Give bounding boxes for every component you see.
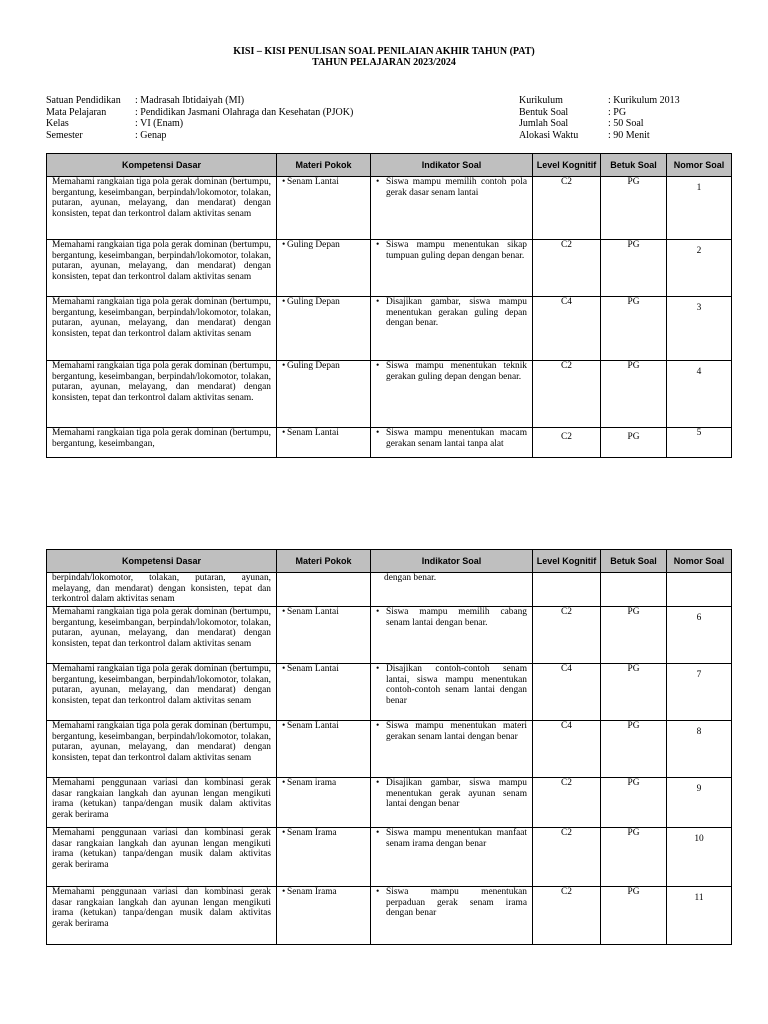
nomor-cell: [667, 297, 732, 361]
meta-label: Mata Pelajaran: [46, 106, 107, 118]
materi-text: Senam Irama: [287, 828, 337, 838]
bentuk-cell: PG: [601, 607, 667, 664]
bullet-icon: •: [376, 428, 380, 438]
nomor-cell: [667, 177, 732, 240]
meta-value: : 50 Soal: [608, 118, 644, 129]
indikator-text: Disajikan gambar, siswa mampu menentukan gerakan guling depan dengan benar.: [386, 297, 527, 329]
materi-pokok-cell: [277, 177, 371, 240]
col-header: Level Kognitif: [533, 154, 601, 177]
col-header: Kompetensi Dasar: [47, 154, 277, 177]
col-header: Level Kognitif: [533, 550, 601, 573]
materi-pokok-cell: [277, 778, 371, 828]
table-header-row: [47, 550, 732, 573]
bullet-icon: •: [376, 778, 380, 788]
meta-value: : Pendidikan Jasmani Olahraga dan Kesehatan (PJOK): [135, 106, 354, 118]
materi-pokok-cell: [277, 664, 371, 721]
nomor-cell: [667, 664, 732, 721]
kompetensi-dasar-cell: Memahami rangkaian tiga pola gerak dominan (bertumpu, bergantung, keseimbangan, berpindah/lokomotor, tolakan, putaran, ayunan, melayang, dan mendarat) dengan konsisten, tepat dan terkontrol dalam aktivitas senam: [47, 240, 277, 297]
bullet-icon: •: [282, 887, 286, 897]
meta-left: [46, 95, 353, 141]
indikator-text: Disajikan contoh-contoh senam lantai, siswa mampu menentukan contoh-contoh senam lantai dengan benar: [386, 664, 527, 707]
indikator-cell: [371, 177, 533, 240]
meta-value: : Kurikulum 2013: [608, 95, 680, 106]
nomor-cell: [667, 721, 732, 778]
materi-pokok-cell: [277, 887, 371, 945]
kompetensi-dasar-cell: Memahami penggunaan variasi dan kombinasi gerak dasar rangkaian langkah dan ayunan lengan mengikuti irama (ketukan) tanpa/dengan musik dalam aktivitas gerak berirama: [47, 828, 277, 887]
doc-title-line1: KISI – KISI PENULISAN SOAL PENILAIAN AKHIR TAHUN (PAT): [233, 46, 535, 57]
materi-pokok-cell: [277, 297, 371, 361]
level-cell: C2: [533, 828, 601, 887]
materi-text: Guling Depan: [287, 297, 340, 307]
materi-pokok-cell: [277, 361, 371, 428]
bentuk-cell: PG: [601, 428, 667, 458]
level-cell: C4: [533, 297, 601, 361]
bentuk-cell: PG: [601, 297, 667, 361]
meta-label: Jumlah Soal: [519, 118, 569, 129]
indikator-text: Siswa mampu menentukan sikap tumpuan guling depan dengan benar.: [386, 240, 527, 261]
bentuk-cell: PG: [601, 177, 667, 240]
indikator-text: Siswa mampu memilih contoh pola gerak dasar senam lantai: [386, 177, 527, 198]
indikator-cell: [371, 428, 533, 458]
level-cell: C2: [533, 240, 601, 297]
col-header: Indikator Soal: [371, 154, 533, 177]
indikator-cell: dengan benar.: [371, 573, 533, 607]
materi-pokok-cell: [277, 607, 371, 664]
nomor-cell: [667, 361, 732, 428]
col-header: Kompetensi Dasar: [47, 550, 277, 573]
nomor-text: 5: [696, 428, 702, 438]
nomor-text: 6: [696, 613, 702, 623]
bullet-icon: •: [282, 828, 286, 838]
indikator-text: Siswa mampu menentukan perpaduan gerak senam irama dengan benar: [386, 887, 527, 919]
col-header: Nomor Soal: [667, 154, 732, 177]
meta-right: [519, 95, 680, 141]
meta-label: Satuan Pendidikan: [46, 95, 121, 106]
bentuk-cell: [601, 573, 667, 607]
level-cell: C2: [533, 607, 601, 664]
indikator-cell: [371, 887, 533, 945]
materi-text: Senam Lantai: [287, 664, 339, 674]
materi-text: Senam Lantai: [287, 177, 339, 187]
bentuk-cell: PG: [601, 361, 667, 428]
kompetensi-dasar-cell: berpindah/lokomotor, tolakan, putaran, ayunan, melayang, dan mendarat) dengan konsisten, tepat dan terkontrol dalam aktivitas senam: [47, 573, 277, 607]
materi-pokok-cell: [277, 240, 371, 297]
level-cell: [533, 573, 601, 607]
table-row: [47, 721, 732, 778]
table-row: [47, 177, 732, 240]
indikator-cell: [371, 828, 533, 887]
materi-text: Senam Lantai: [287, 428, 339, 438]
col-header: Materi Pokok: [277, 154, 371, 177]
bullet-icon: •: [282, 428, 286, 438]
meta-label: Kurikulum: [519, 95, 563, 106]
meta-value: : 90 Menit: [608, 129, 650, 141]
kompetensi-dasar-cell: Memahami rangkaian tiga pola gerak dominan (bertumpu, bergantung, keseimbangan, berpindah/lokomotor, tolakan, putaran, ayunan, melayang, dan mendarat) dengan konsisten, tepat dan terkontrol dalam aktivitas senam: [47, 177, 277, 240]
bullet-icon: •: [282, 778, 286, 788]
nomor-text: 7: [696, 670, 702, 680]
meta-label: Kelas: [46, 118, 69, 129]
level-cell: C4: [533, 721, 601, 778]
doc-title-line2: TAHUN PELAJARAN 2023/2024: [312, 57, 456, 68]
kompetensi-dasar-cell: Memahami rangkaian tiga pola gerak dominan (bertumpu, bergantung, keseimbangan, berpindah/lokomotor, tolakan, putaran, ayunan, melayang, dan mendarat) dengan konsisten, tepat dan terkontrol dalam aktivitas senam.: [47, 361, 277, 428]
bullet-icon: •: [282, 607, 286, 617]
materi-pokok-cell: [277, 828, 371, 887]
meta-value: : PG: [608, 106, 627, 118]
kisi-table-page2: [46, 549, 732, 945]
nomor-text: 9: [696, 784, 702, 794]
nomor-text: 4: [696, 367, 702, 377]
bentuk-cell: PG: [601, 828, 667, 887]
bentuk-cell: PG: [601, 778, 667, 828]
materi-text: Guling Depan: [287, 240, 340, 250]
indikator-text: Siswa mampu menentukan teknik gerakan guling depan dengan benar.: [386, 361, 527, 382]
table-row: [47, 828, 732, 887]
level-cell: C2: [533, 778, 601, 828]
nomor-text: 10: [694, 834, 704, 844]
indikator-text: Siswa mampu memilih cabang senam lantai dengan benar.: [386, 607, 527, 628]
col-header: Indikator Soal: [371, 550, 533, 573]
indikator-cell: [371, 297, 533, 361]
materi-text: Senam Lantai: [287, 607, 339, 617]
bullet-icon: •: [282, 177, 286, 187]
meta-value: : Madrasah Ibtidaiyah (MI): [135, 95, 245, 106]
bullet-icon: •: [282, 297, 286, 307]
materi-text: Senam Lantai: [287, 721, 339, 731]
meta-value: : VI (Enam): [135, 118, 184, 129]
nomor-text: 1: [696, 183, 702, 193]
indikator-cell: [371, 607, 533, 664]
kompetensi-dasar-cell: Memahami rangkaian tiga pola gerak dominan (bertumpu, bergantung, keseimbangan, berpindah/lokomotor, tolakan, putaran, ayunan, melayang, dan mendarat) dengan konsisten, tepat dan terkontrol dalam aktivitas senam: [47, 607, 277, 664]
table-row: [47, 778, 732, 828]
bullet-icon: •: [282, 240, 286, 250]
bullet-icon: •: [376, 887, 380, 897]
nomor-cell: [667, 607, 732, 664]
col-header: Nomor Soal: [667, 550, 732, 573]
nomor-text: 3: [696, 303, 702, 313]
col-header: Betuk Soal: [601, 154, 667, 177]
bentuk-cell: PG: [601, 664, 667, 721]
bullet-icon: •: [376, 240, 380, 250]
table-row: [47, 607, 732, 664]
bullet-icon: •: [376, 828, 380, 838]
nomor-cell: [667, 778, 732, 828]
col-header: Materi Pokok: [277, 550, 371, 573]
bullet-icon: •: [282, 361, 286, 371]
nomor-text: 2: [696, 246, 702, 256]
bentuk-cell: PG: [601, 887, 667, 945]
kisi-table-page1: [46, 153, 732, 458]
indikator-cell: [371, 778, 533, 828]
table-row: [47, 297, 732, 361]
table-row: [47, 240, 732, 297]
materi-text: Senam irama: [287, 778, 337, 788]
kompetensi-dasar-cell: Memahami rangkaian tiga pola gerak dominan (bertumpu, bergantung, keseimbangan, berpindah/lokomotor, tolakan, putaran, ayunan, melayang, dan mendarat) dengan konsisten, tepat dan terkontrol dalam aktivitas senam: [47, 721, 277, 778]
bullet-icon: •: [376, 297, 380, 307]
meta-label: Bentuk Soal: [519, 106, 569, 118]
nomor-cell: [667, 240, 732, 297]
materi-text: Senam Irama: [287, 887, 337, 897]
table-header-row: [47, 154, 732, 177]
indikator-text: Siswa mampu menentukan manfaat senam irama dengan benar: [386, 828, 527, 849]
bullet-icon: •: [282, 721, 286, 731]
level-cell: C2: [533, 361, 601, 428]
nomor-cell: [667, 887, 732, 945]
kompetensi-dasar-cell: Memahami penggunaan variasi dan kombinasi gerak dasar rangkaian langkah dan ayunan lengan mengikuti irama (ketukan) tanpa/dengan musik dalam aktivitas gerak berirama: [47, 778, 277, 828]
table-row: [47, 887, 732, 945]
indikator-text: Siswa mampu menentukan macam gerakan senam lantai tanpa alat: [386, 428, 527, 449]
bullet-icon: •: [282, 664, 286, 674]
nomor-cell: [667, 573, 732, 607]
level-cell: C2: [533, 177, 601, 240]
kompetensi-dasar-cell: Memahami penggunaan variasi dan kombinasi gerak dasar rangkaian langkah dan ayunan lengan mengikuti irama (ketukan) tanpa/dengan musik dalam aktivitas gerak berirama: [47, 887, 277, 945]
bullet-icon: •: [376, 361, 380, 371]
bullet-icon: •: [376, 664, 380, 674]
materi-text: Guling Depan: [287, 361, 340, 371]
col-header: Betuk Soal: [601, 550, 667, 573]
bentuk-cell: PG: [601, 240, 667, 297]
materi-pokok-cell: [277, 573, 371, 607]
meta-value: : Genap: [135, 129, 167, 141]
table-row: [47, 428, 732, 458]
meta-label: Alokasi Waktu: [519, 129, 579, 141]
indikator-cell: [371, 240, 533, 297]
table-row: [47, 664, 732, 721]
bullet-icon: •: [376, 607, 380, 617]
kompetensi-dasar-cell: Memahami rangkaian tiga pola gerak dominan (bertumpu, bergantung, keseimbangan, berpindah/lokomotor, tolakan, putaran, ayunan, melayang, dan mendarat) dengan konsisten, tepat dan terkontrol dalam aktivitas senam: [47, 664, 277, 721]
nomor-cell: [667, 828, 732, 887]
level-cell: C4: [533, 664, 601, 721]
level-cell: C2: [533, 428, 601, 458]
kompetensi-dasar-cell: Memahami rangkaian tiga pola gerak dominan (bertumpu, bergantung, keseimbangan, berpindah/lokomotor, tolakan, putaran, ayunan, melayang, dan mendarat) dengan konsisten, tepat dan terkontrol dalam aktivitas senam: [47, 297, 277, 361]
bullet-icon: •: [376, 177, 380, 187]
materi-pokok-cell: [277, 428, 371, 458]
level-cell: C2: [533, 887, 601, 945]
indikator-text: Disajikan gambar, siswa mampu menentukan gerak ayunan senam lantai dengan benar: [386, 778, 527, 810]
indikator-cell: [371, 721, 533, 778]
table-row-continued: [47, 573, 732, 607]
materi-pokok-cell: [277, 721, 371, 778]
nomor-cell: [667, 428, 732, 458]
nomor-text: 11: [694, 893, 704, 903]
nomor-text: 8: [696, 727, 702, 737]
kompetensi-dasar-cell: Memahami rangkaian tiga pola gerak dominan (bertumpu, bergantung, keseimbangan,: [47, 428, 277, 458]
table-row: [47, 361, 732, 428]
meta-label: Semester: [46, 129, 83, 141]
indikator-text: Siswa mampu menentukan materi gerakan senam lantai dengan benar: [386, 721, 527, 742]
bentuk-cell: PG: [601, 721, 667, 778]
indikator-cell: [371, 361, 533, 428]
indikator-cell: [371, 664, 533, 721]
bullet-icon: •: [376, 721, 380, 731]
